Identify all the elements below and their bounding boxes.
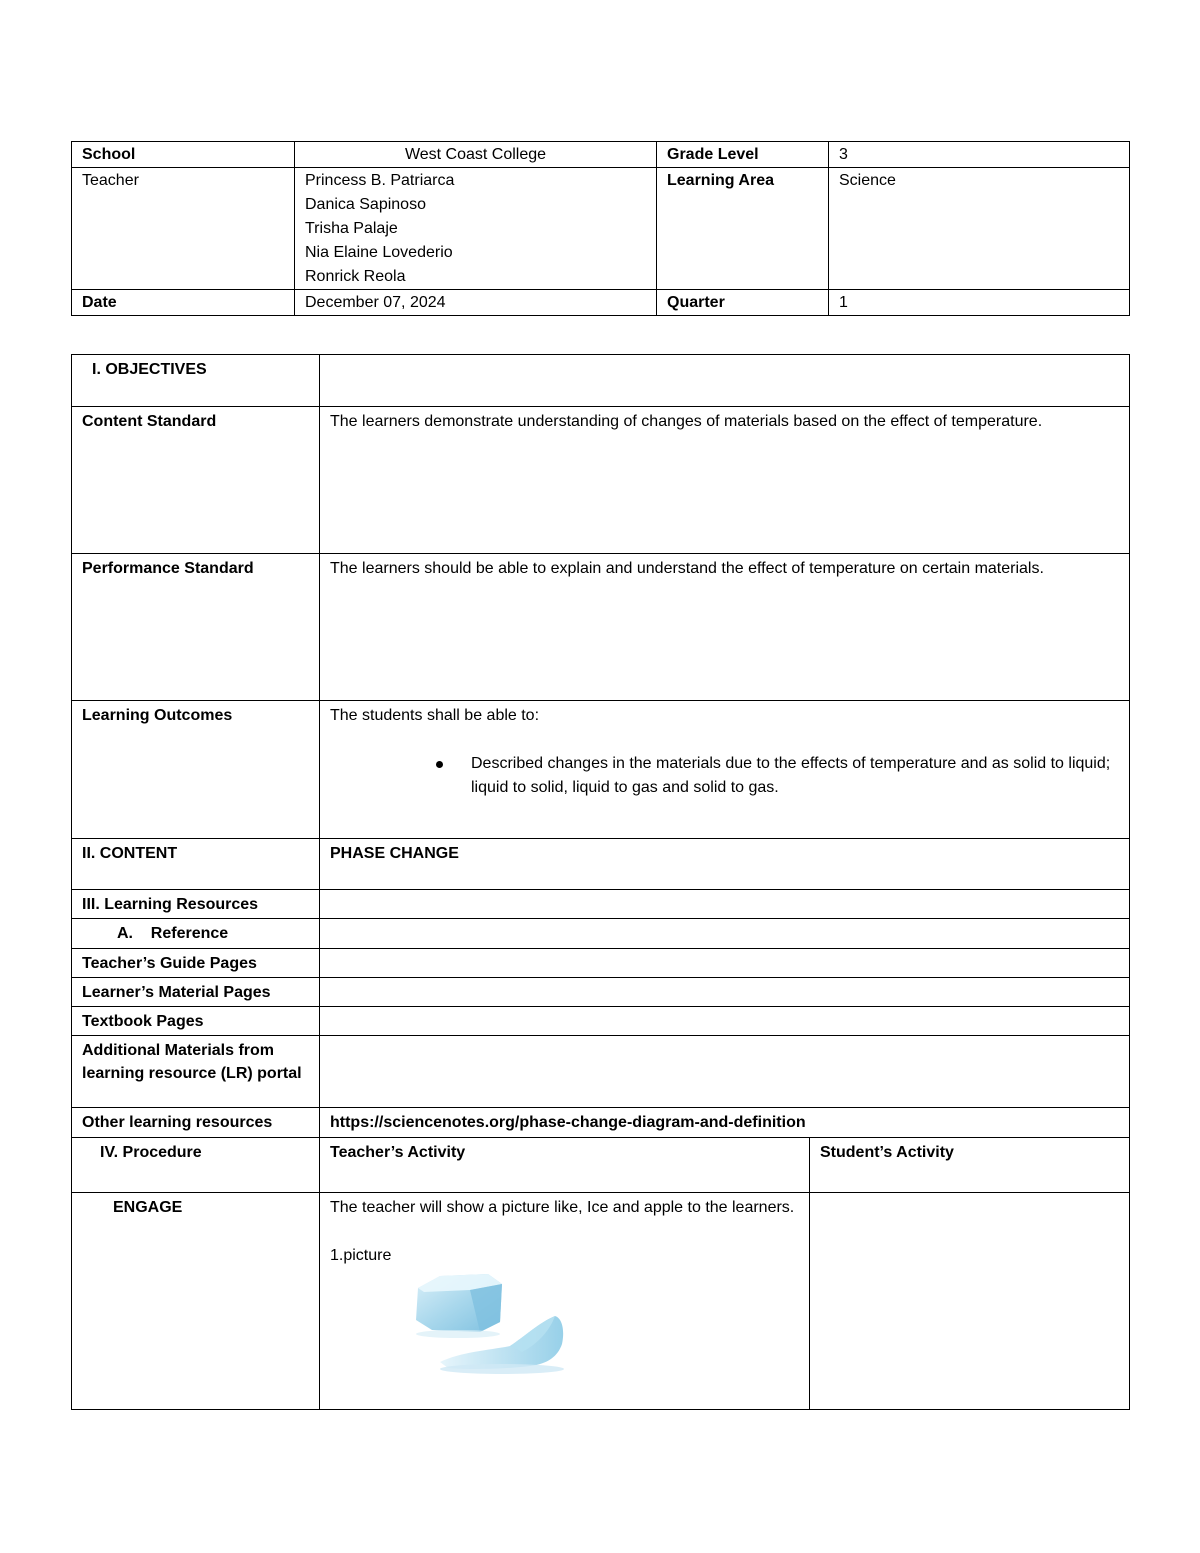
content-value: PHASE CHANGE (320, 839, 1130, 890)
teacher-name: Danica Sapinoso (305, 196, 426, 213)
additional-materials-value (320, 1036, 1130, 1108)
performance-standard-text: The learners should be able to explain and understand the effect of temperature on certain materials. (320, 554, 1130, 701)
teacher-name: Trisha Palaje (305, 220, 398, 237)
textbook-pages-label: Textbook Pages (72, 1007, 320, 1036)
teacher-activity-header: Teacher’s Activity (320, 1138, 810, 1193)
bullet-icon (436, 761, 443, 768)
content-standard-label: Content Standard (72, 407, 320, 554)
learning-resources-value (320, 890, 1130, 919)
school-label: School (72, 142, 295, 168)
engage-student-activity (810, 1193, 1130, 1410)
learners-material-pages-label: Learner’s Material Pages (72, 978, 320, 1007)
quarter-label: Quarter (657, 290, 829, 316)
header-info-table (71, 141, 1130, 316)
reference-value (320, 919, 1130, 949)
additional-materials-label: Additional Materials from learning resource (LR) portal (72, 1036, 320, 1108)
engage-text: The teacher will show a picture like, Ice and apple to the learners. (330, 1199, 795, 1216)
date-value: December 07, 2024 (295, 290, 657, 316)
date-label: Date (72, 290, 295, 316)
learning-resources-heading: III. Learning Resources (72, 890, 320, 919)
teacher-names (295, 168, 657, 290)
teacher-label: Teacher (72, 168, 295, 290)
teachers-guide-pages-value (320, 949, 1130, 978)
teacher-name: Ronrick Reola (305, 268, 406, 285)
objectives-heading: I. OBJECTIVES (72, 355, 320, 407)
grade-level-value: 3 (829, 142, 1130, 168)
learning-outcomes-label: Learning Outcomes (72, 701, 320, 839)
content-heading: II. CONTENT (72, 839, 320, 890)
teacher-name: Nia Elaine Lovederio (305, 244, 453, 261)
ice-cube-icon (410, 1270, 610, 1385)
learning-area-label: Learning Area (657, 168, 829, 290)
engage-picture-label: 1.picture (330, 1247, 392, 1264)
teacher-name: Princess B. Patriarca (305, 172, 455, 189)
grade-level-label: Grade Level (657, 142, 829, 168)
learning-outcomes-cell (320, 701, 1130, 839)
other-resources-link[interactable]: https://sciencenotes.org/phase-change-diagram-and-definition (320, 1108, 1130, 1138)
learning-area-value: Science (829, 168, 1130, 290)
other-resources-label: Other learning resources (72, 1108, 320, 1138)
student-activity-header: Student’s Activity (810, 1138, 1130, 1193)
learning-outcomes-intro: The students shall be able to: (330, 707, 540, 724)
engage-teacher-activity (320, 1193, 810, 1410)
lesson-plan-table (71, 354, 1130, 1410)
performance-standard-label: Performance Standard (72, 554, 320, 701)
teachers-guide-pages-label: Teacher’s Guide Pages (72, 949, 320, 978)
engage-label: ENGAGE (72, 1193, 320, 1410)
reference-label: A. Reference (72, 919, 320, 949)
ice-picture (410, 1270, 610, 1385)
content-standard-text: The learners demonstrate understanding of changes of materials based on the effect of temperature. (320, 407, 1130, 554)
quarter-value: 1 (829, 290, 1130, 316)
learning-outcome-text: Described changes in the materials due to the effects of temperature and as solid to liquid; liquid to solid, liquid to gas and solid to gas. (471, 755, 1111, 796)
school-value: West Coast College (295, 142, 657, 168)
learning-outcome-item (330, 752, 1119, 800)
objectives-value (320, 355, 1130, 407)
learners-material-pages-value (320, 978, 1130, 1007)
procedure-heading: IV. Procedure (72, 1138, 320, 1193)
textbook-pages-value (320, 1007, 1130, 1036)
